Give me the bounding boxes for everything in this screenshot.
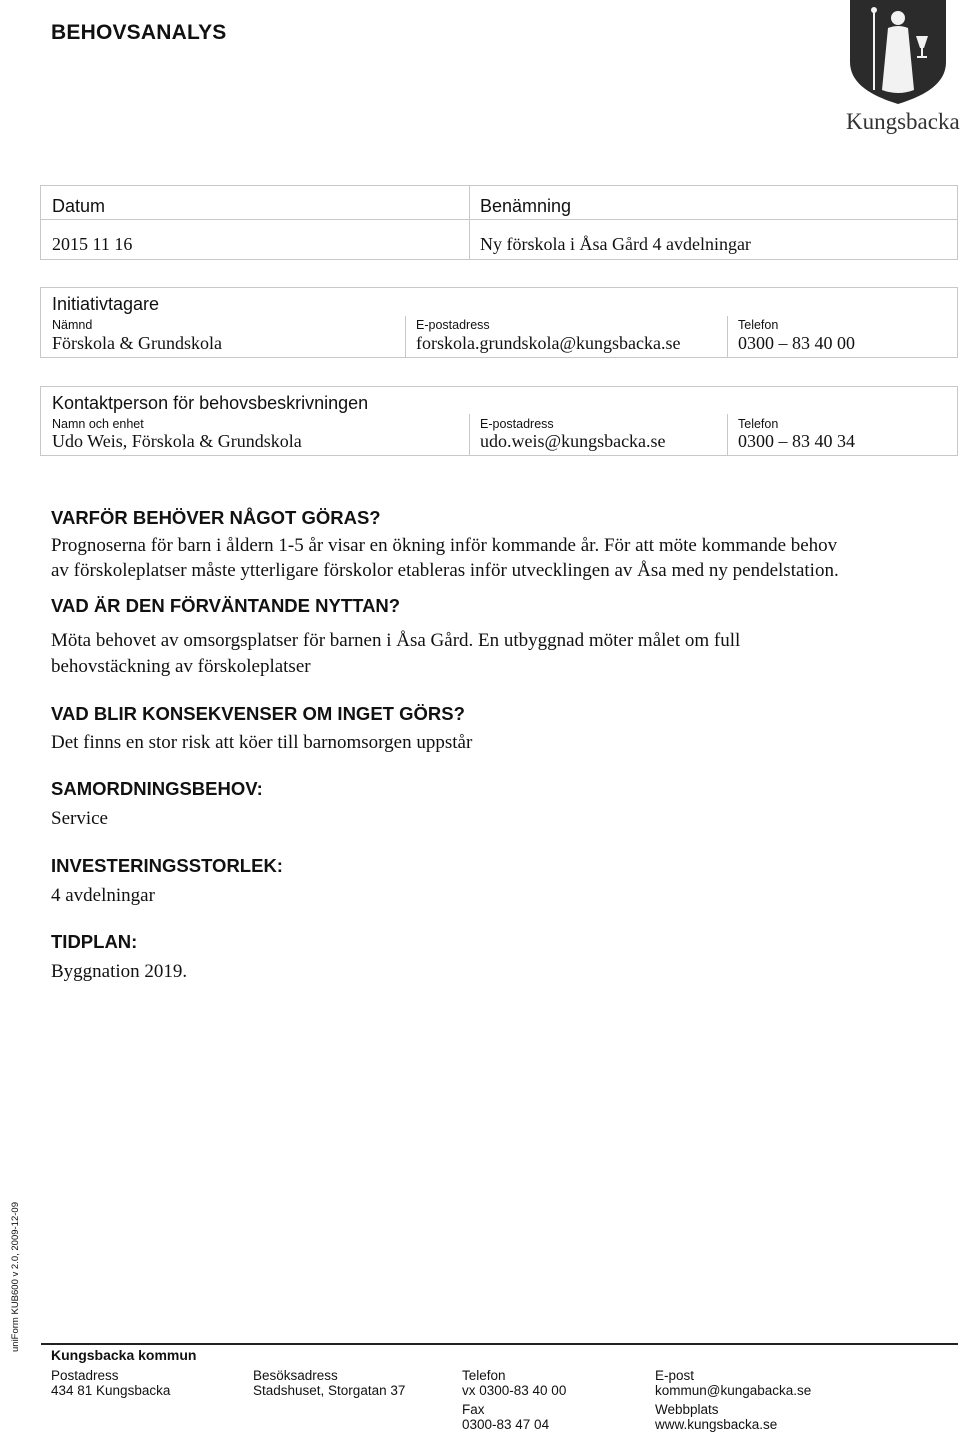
tidplan-text: Byggnation 2019. bbox=[51, 961, 188, 982]
footer-besoksadress-value: Stadshuset, Storgatan 37 bbox=[253, 1383, 406, 1398]
form-version-text: uniForm KUB600 v 2.0, 2009-12-09 bbox=[10, 1202, 21, 1352]
footer-fax-label: Fax bbox=[462, 1402, 485, 1417]
nytta-line2: behovstäckning av förskoleplatser bbox=[51, 656, 311, 677]
tidplan-heading: TIDPLAN: bbox=[51, 931, 138, 952]
footer-postadress-label: Postadress bbox=[51, 1368, 119, 1383]
kontakt-telefon-value: 0300 – 83 40 34 bbox=[738, 431, 855, 451]
namnd-value: Förskola & Grundskola bbox=[52, 333, 222, 353]
footer-epost-label: E-post bbox=[655, 1368, 695, 1383]
kontakt-telefon-label: Telefon bbox=[738, 417, 779, 431]
konsekvens-text: Det finns en stor risk att köer till barnomsorgen uppstår bbox=[51, 732, 473, 753]
varfor-line2: av förskoleplatser måste ytterligare förskolor etableras inför utvecklingen av Åsa med ny pendelstation. bbox=[51, 560, 839, 581]
footer-postadress-value: 434 81 Kungsbacka bbox=[51, 1383, 171, 1398]
nytta-line1: Möta behovet av omsorgsplatser för barnen i Åsa Gård. En utbyggnad möter målet om full bbox=[51, 630, 741, 651]
footer-webb-value[interactable]: www.kungsbacka.se bbox=[655, 1417, 778, 1432]
document-title: BEHOVSANALYS bbox=[51, 21, 227, 44]
samordning-text: Service bbox=[51, 808, 108, 829]
footer-divider bbox=[41, 1343, 958, 1345]
initiativtagare-box bbox=[40, 287, 958, 358]
datum-box bbox=[40, 185, 958, 260]
benamning-label: Benämning bbox=[480, 196, 572, 216]
datum-value: 2015 11 16 bbox=[52, 234, 133, 254]
initiativ-telefon-label: Telefon bbox=[738, 318, 779, 332]
benamning-value: Ny förskola i Åsa Gård 4 avdelningar bbox=[480, 234, 751, 254]
initiativ-telefon-value: 0300 – 83 40 00 bbox=[738, 333, 855, 353]
footer-fax-value: 0300-83 47 04 bbox=[462, 1417, 550, 1432]
nytta-heading: VAD ÄR DEN FÖRVÄNTANDE NYTTAN? bbox=[51, 595, 401, 616]
initiativ-epost-label: E-postadress bbox=[416, 318, 490, 332]
footer-webb-label: Webbplats bbox=[655, 1402, 719, 1417]
kontakt-namn-value: Udo Weis, Förskola & Grundskola bbox=[52, 431, 302, 451]
kontakt-namn-label: Namn och enhet bbox=[52, 417, 144, 431]
kontakt-epost-label: E-postadress bbox=[480, 417, 554, 431]
logo-name: Kungsbacka bbox=[846, 109, 960, 134]
samordning-heading: SAMORDNINGSBEHOV: bbox=[51, 778, 263, 799]
kontaktperson-box bbox=[40, 386, 958, 456]
initiativtagare-heading: Initiativtagare bbox=[52, 294, 160, 314]
footer-besoksadress-label: Besöksadress bbox=[253, 1368, 338, 1383]
investering-text: 4 avdelningar bbox=[51, 885, 155, 906]
initiativ-epost-value: forskola.grundskola@kungsbacka.se bbox=[416, 333, 681, 353]
kontakt-epost-value: udo.weis@kungsbacka.se bbox=[480, 431, 666, 451]
varfor-line1: Prognoserna för barn i åldern 1-5 år visar en ökning inför kommande år. För att möte kommande behov bbox=[51, 535, 838, 556]
datum-label: Datum bbox=[52, 196, 106, 216]
namnd-label: Nämnd bbox=[52, 318, 93, 332]
konsekvens-heading: VAD BLIR KONSEKVENSER OM INGET GÖRS? bbox=[51, 703, 465, 724]
investering-heading: INVESTERINGSSTORLEK: bbox=[51, 855, 283, 876]
footer-telefon-label: Telefon bbox=[462, 1368, 506, 1383]
kontaktperson-heading: Kontaktperson för behovsbeskrivningen bbox=[52, 393, 369, 413]
footer-telefon-value: vx 0300-83 40 00 bbox=[462, 1383, 567, 1398]
footer-epost-value[interactable]: kommun@kungabacka.se bbox=[655, 1383, 812, 1398]
footer-org: Kungsbacka kommun bbox=[51, 1347, 197, 1363]
varfor-heading: VARFÖR BEHÖVER NÅGOT GÖRAS? bbox=[51, 507, 381, 528]
